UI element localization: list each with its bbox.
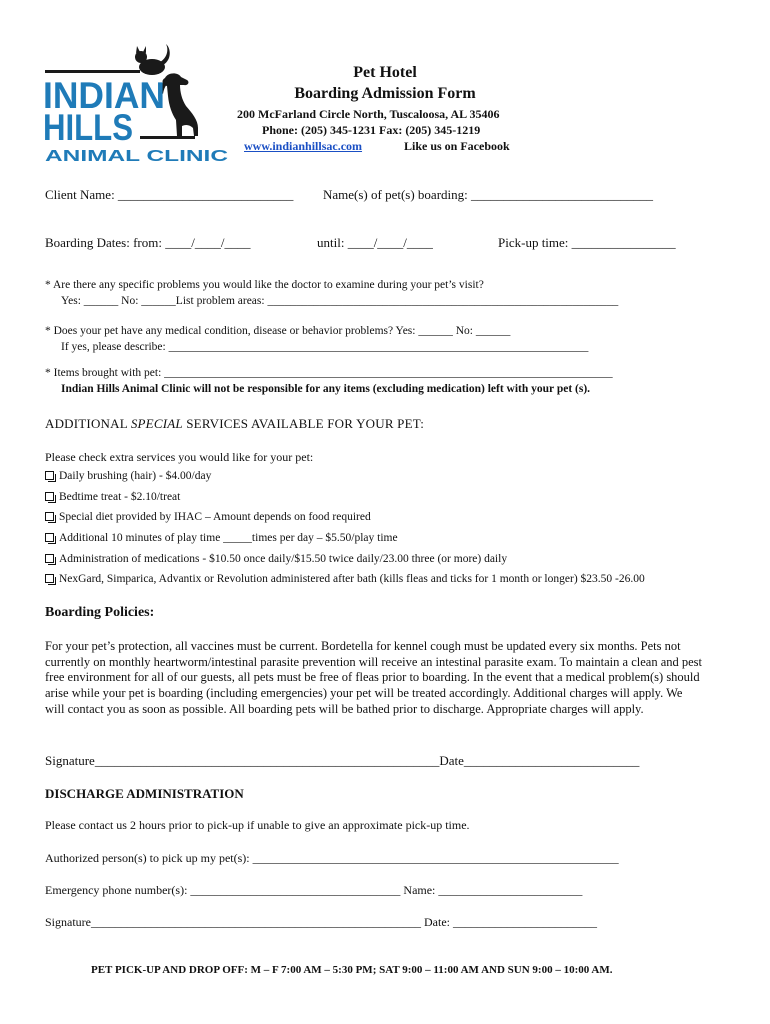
discharge-heading: DISCHARGE ADMINISTRATION [45,786,244,801]
discharge-contact-note: Please contact us 2 hours prior to pick-up if unable to give an approximate pick-up time. [45,818,470,832]
service-option[interactable]: Daily brushing (hair) - $4.00/day [45,470,211,482]
discharge-signature-field[interactable]: Signature_______________________________________________________ Date: ________________________ [45,915,597,929]
service-option[interactable]: Special diet provided by IHAC – Amount depends on food required [45,511,371,523]
emergency-phone-field[interactable]: Emergency phone number(s): ___________________________________ Name: ________________________ [45,883,583,897]
checkbox[interactable] [45,554,54,563]
boarding-from-date-field[interactable]: Boarding Dates: from: ____/____/____ [45,235,251,250]
items-disclaimer: Indian Hills Animal Clinic will not be responsible for any items (excluding medication) left with your pet (s). [61,383,591,395]
logo-text-hills: HILLS [43,107,133,148]
question-specific-problems-answer[interactable]: Yes: ______ No: ______List problem areas: _____________________________________________________________ [61,295,619,307]
clinic-logo [40,40,240,165]
checkbox[interactable] [45,533,54,542]
clinic-phone: Phone: (205) 345-1231 Fax: (205) 345-1219 [262,123,481,137]
boarding-until-date-field[interactable]: until: ____/____/____ [317,235,433,250]
pickup-time-field[interactable]: Pick-up time: ________________ [498,235,676,250]
service-option[interactable]: Bedtime treat - $2.10/treat [45,491,180,503]
cat-silhouette-icon [135,44,170,75]
checkbox[interactable] [45,471,54,480]
policies-heading: Boarding Policies: [45,605,155,620]
logo-text-animal-clinic: ANIMAL CLINIC [45,148,229,165]
facebook-text: Like us on Facebook [404,139,510,153]
pet-names-field[interactable]: Name(s) of pet(s) boarding: ____________________________ [323,187,654,202]
policies-text: For your pet’s protection, all vaccines must be current. Bordetella for kennel cough must be updated every six months. Pets not currently on monthly heartworm/intestinal parasite prevention will receive an intestinal parasite exam. To maintain a clean and pest free environment for all of our guests, all pets must be free of fleas prior to boarding. In the event that a medical problem(s) should arise while your pet is boarding (including emergencies) your pet will be treated accordingly. Additional charges will apply. We will contact you as soon as possible. All boarding pets will be bathed prior to discharge. Appropriate charges will apply. [45,639,703,716]
logo-graphic [40,40,240,165]
service-option[interactable]: Administration of medications - $10.50 once daily/$15.50 twice daily/23.00 three (or more) daily [45,553,507,565]
form-title-pet-hotel: Pet Hotel [353,64,417,81]
dog-silhouette-icon [161,73,198,136]
checkbox[interactable] [45,512,54,521]
checkbox[interactable] [45,574,54,583]
question-medical-describe[interactable]: If yes, please describe: _________________________________________________________________________ [61,341,589,353]
clinic-website-link[interactable]: www.indianhillsac.com [244,139,363,153]
service-option[interactable]: Additional 10 minutes of play time _____times per day – $5.50/play time [45,532,398,544]
client-name-field[interactable]: Client Name: ___________________________ [45,187,294,202]
authorized-persons-field[interactable]: Authorized person(s) to pick up my pet(s): _____________________________________________________________ [45,851,619,865]
pickup-hours-footer: PET PICK-UP AND DROP OFF: M – F 7:00 AM – 5:30 PM; SAT 9:00 – 11:00 AM AND SUN 9:00 – 10:00 AM. [91,964,613,976]
service-option[interactable]: NexGard, Simparica, Advantix or Revolution administered after bath (kills fleas and ticks for 1 month or longer) $23.50 -26.00 [45,573,645,585]
services-heading: ADDITIONAL SPECIAL SERVICES AVAILABLE FOR YOUR PET: [45,416,425,431]
form-title-boarding: Boarding Admission Form [294,85,476,102]
policies-signature-field[interactable]: Signature_____________________________________________________Date___________________________ [45,753,640,768]
items-brought-field[interactable]: * Items brought with pet: ______________________________________________________________________________ [45,367,613,379]
question-specific-problems: * Are there any specific problems you would like the doctor to examine during your pet’s visit? [45,279,484,291]
checkbox[interactable] [45,492,54,501]
question-medical-condition[interactable]: * Does your pet have any medical condition, disease or behavior problems? Yes: ______ No: ______ [45,325,511,337]
services-intro: Please check extra services you would like for your pet: [45,450,314,464]
clinic-address: 200 McFarland Circle North, Tuscaloosa, AL 35406 [237,107,500,121]
logo-text-indian: INDIAN [43,75,165,116]
